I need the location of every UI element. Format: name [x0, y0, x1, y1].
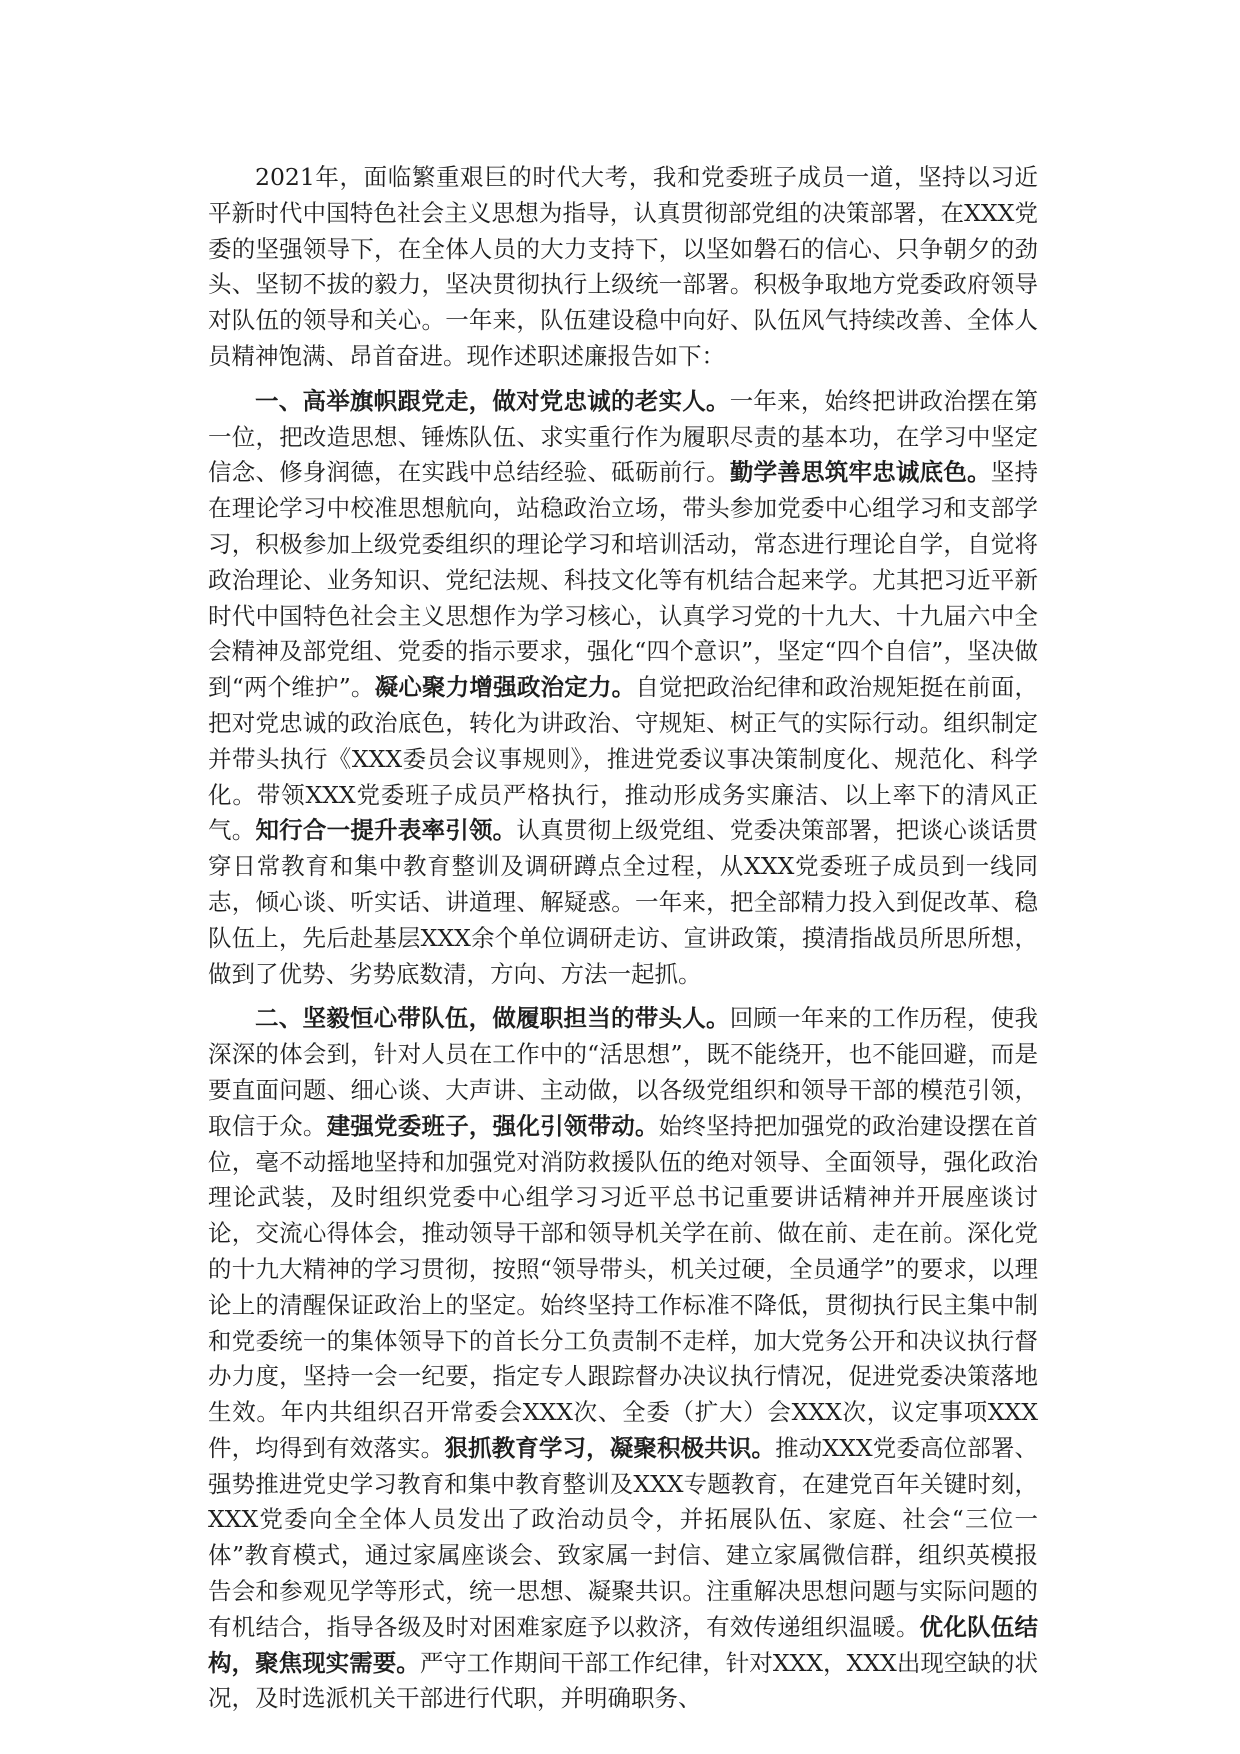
section-1-text: 认真贯彻上级党组、党委决策部署，把谈心谈话贯穿日常教育和集中教育整训及调研蹲点全过程，从XXX党委班子成员到一线同志，倾心谈、听实话、讲道理、解疑惑。一年来，把全部精力投入到促改革、稳队伍上，先后赴基层XXX余个单位调研走访、宣讲政策，摸清指战员所思所想，做到了优势、劣势底数清，方向、方法一起抓。	[208, 816, 1039, 988]
section-2-heading: 二、坚毅恒心带队伍，做履职担当的带头人。	[255, 1004, 730, 1033]
subheading-2-1: 建强党委班子，强化引领带动。	[326, 1111, 659, 1140]
subheading-2-3: 优化队伍结构，聚焦现实需要。	[208, 1612, 1039, 1677]
section-2-text: 始终坚持把加强党的政治建设摆在首位，毫不动摇地坚持和加强党对消防救援队伍的绝对领导、全面领导，强化政治理论武装，及时组织党委中心组学习习近平总书记重要讲话精神并开展座谈讨论，交流心得体会，推动领导干部和领导机关学在前、做在前、走在前。深化党的十九大精神的学习贯彻，按照“领导带头，机关过硬，全员通学”的要求，以理论上的清醒保证政治上的坚定。始终坚持工作标准不降低，贯彻执行民主集中制和党委统一的集体领导下的首长分工负责制不走样，加大党务公开和决议执行督办力度，坚持一会一纪要，指定专人跟踪督办决议执行情况，促进党委决策落地生效。年内共组织召开常委会XXX次、全委（扩大）会XXX次，议定事项XXX件，均得到有效落实。	[208, 1111, 1039, 1462]
intro-text: 2021年，面临繁重艰巨的时代大考，我和党委班子成员一道，坚持以习近平新时代中国特色社会主义思想为指导，认真贯彻部党组的决策部署，在XXX党委的坚强领导下，在全体人员的大力支持下，以坚如磐石的信心、只争朝夕的劲头、坚韧不拔的毅力，坚决贯彻执行上级统一部署。积极争取地方党委政府领导对队伍的领导和关心。一年来，队伍建设稳中向好、队伍风气持续改善、全体人员精神饱满、昂首奋进。现作述职述廉报告如下：	[208, 163, 1038, 370]
subheading-1-3: 知行合一提升表率引领。	[255, 816, 517, 845]
section-1-text: 坚持在理论学习中校准思想航向，站稳政治立场，带头参加党委中心组学习和支部学习，积极参加上级党委组织的理论学习和培训活动，常态进行理论自学，自觉将政治理论、业务知识、党纪法规、科技文化等有机结合起来学。尤其把习近平新时代中国特色社会主义思想作为学习核心，认真学习党的十九大、十九届六中全会精神及部党组、党委的指示要求，强化“四个意识”，坚定“四个自信”，坚决做到“两个维护”。	[208, 458, 1039, 702]
subheading-2-2: 狠抓教育学习，凝聚积极共识。	[444, 1433, 776, 1462]
paragraph-section-2	[208, 1001, 1038, 1717]
document-body	[208, 160, 1038, 1726]
section-1-text: 自觉把政治纪律和政治规矩挺在前面，把对党忠诚的政治底色，转化为讲政治、守规矩、树正气的实际行动。组织制定并带头执行《XXX委员会议事规则》，推进党委议事决策制度化、规范化、科学化。带领XXX党委班子成员严格执行，推动形成务实廉洁、以上率下的清风正气。	[208, 673, 1039, 845]
section-2-text: 严守工作期间干部工作纪律，针对XXX，XXX出现空缺的状况，及时选派机关干部进行代职，并明确职务、	[208, 1648, 1038, 1713]
section-2-text: 推动XXX党委高位部署、强势推进党史学习教育和集中教育整训及XXX专题教育，在建党百年关键时刻，XXX党委向全全体人员发出了政治动员令，并拓展队伍、家庭、社会“三位一体”教育模式，通过家属座谈会、致家属一封信、建立家属微信群，组织英模报告会和参观见学等形式，统一思想、凝聚共识。注重解决思想问题与实际问题的有机结合，指导各级及时对困难家庭予以救济，有效传递组织温暖。	[208, 1433, 1039, 1641]
section-2-text: 回顾一年来的工作历程，使我深深的体会到，针对人员在工作中的“活思想”，既不能绕开，也不能回避，而是要直面问题、细心谈、大声讲、主动做，以各级党组织和领导干部的模范引领，取信于众。	[208, 1004, 1038, 1140]
section-1-text: 一年来，始终把讲政治摆在第一位，把改造思想、锤炼队伍、求实重行作为履职尽责的基本功，在学习中坚定信念、修身润德，在实践中总结经验、砥砺前行。	[208, 386, 1038, 487]
section-1-heading: 一、高举旗帜跟党走，做对党忠诚的老实人。	[255, 386, 730, 415]
subheading-1-1: 勤学善思筑牢忠诚底色。	[729, 458, 991, 487]
paragraph-intro	[208, 160, 1038, 375]
subheading-1-2: 凝心聚力增强政治定力。	[374, 673, 636, 702]
paragraph-section-1	[208, 384, 1038, 993]
